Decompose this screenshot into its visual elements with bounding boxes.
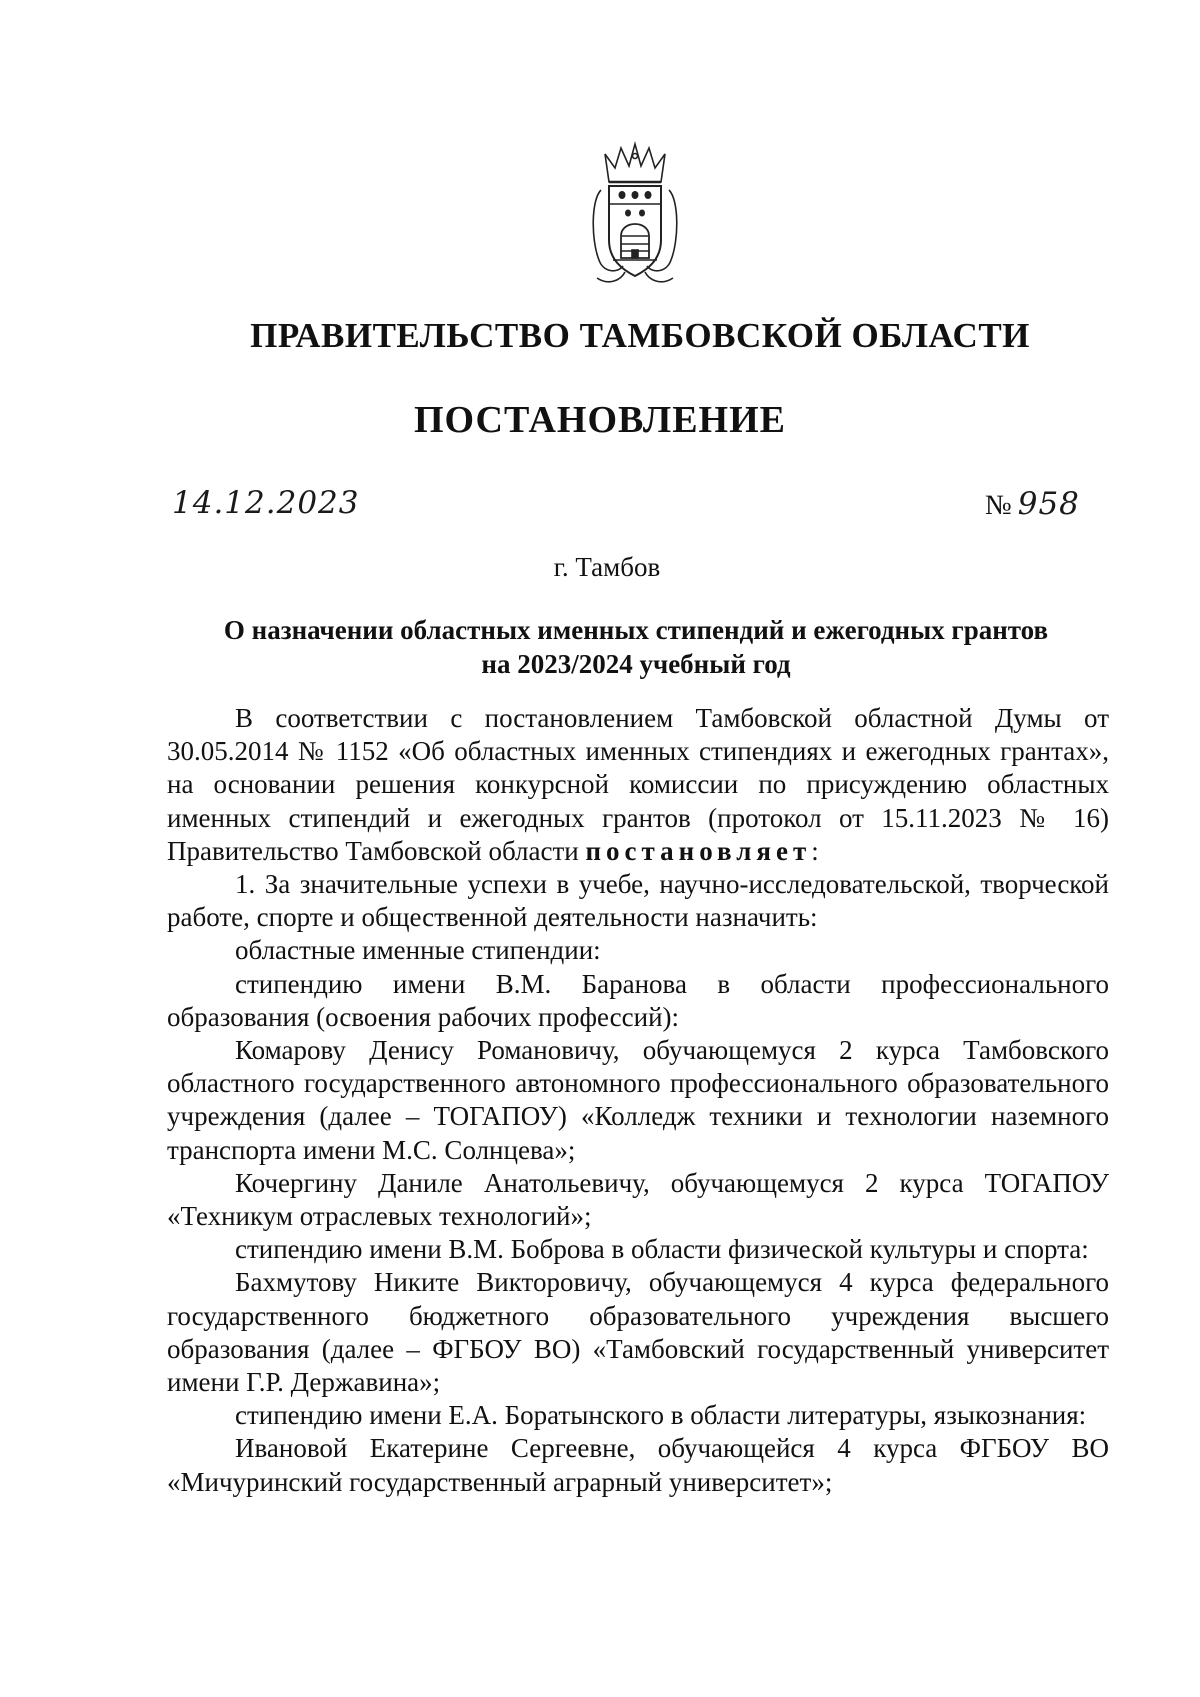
city: г. Тамбов [553,552,661,582]
government-name: ПРАВИТЕЛЬСТВО ТАМБОВСКОЙ ОБЛАСТИ [250,316,1030,355]
document-date: 14.12.2023 [172,485,360,521]
document-body [167,702,1109,1499]
number-value: 958 [1017,486,1080,522]
paragraph-7: Бахмутову Никите Викторовичу, обучающемуся 4 курса федерального государственного бюджетного образовательного учреждения высшего образования (далее – ФГБОУ ВО) «Тамбовский государственный университет имени Г.Р. Державина»; [167,1267,1109,1398]
number-label: № [985,490,1012,521]
document-type: ПОСТАНОВЛЕНИЕ [413,399,787,441]
tambov-coat-of-arms-icon [587,140,683,290]
paragraph-8: стипендию имени Е.А. Боратынского в области литературы, языкознания: [235,1400,1087,1431]
title-line-1: О назначении областных именных стипендий и ежегодных грантов [223,615,1049,645]
paragraph-4: Комарову Денису Романовичу, обучающемуся 2 курса Тамбовского областного государственного автономного профессионального образовательного учреждения (далее – ТОГАПОУ) «Колледж техники и технологии наземного транспорта имени М.С. Солнцева»; [167,1035,1109,1165]
paragraph-2: областные именные стипендии: [235,935,601,966]
document-number [985,486,1080,522]
decree-word: постановляет [585,835,812,866]
title-line-2: на 2023/2024 учебный год [481,649,791,679]
paragraph-9: Ивановой Екатерине Сергеевне, обучающейся 4 курса ФГБОУ ВО «Мичуринский государственный аграрный университет»; [167,1433,1109,1497]
paragraph-1: 1. За значительные успехи в учебе, научно-исследовательской, творческой работе, спорте и общественной деятельности назначить: [167,869,1109,933]
paragraph-3: стипендию имени В.М. Баранова в области профессионального образования (освоения рабочих профессий): [167,968,1109,1032]
paragraph-5: Кочергину Даниле Анатольевичу, обучающемуся 2 курса ТОГАПОУ «Техникум отраслевых технологий»; [167,1167,1109,1232]
intro-text: В соответствии с постановлением Тамбовской областной Думы от 30.05.2014 № 1152 «Об областных именных стипендиях и ежегодных грантах», на основании решения конкурсной комиссии по присуждению областных именных стипендий и ежегодных грантов (протокол от 15.11.2023 № 16) Правительство Тамбовской области [167,703,1109,866]
paragraph-6: стипендию имени В.М. Боброва в области физической культуры и спорта: [235,1234,1089,1265]
intro-paragraph [167,702,1109,868]
decree-colon: : [811,835,819,866]
document-title [165,613,1107,681]
